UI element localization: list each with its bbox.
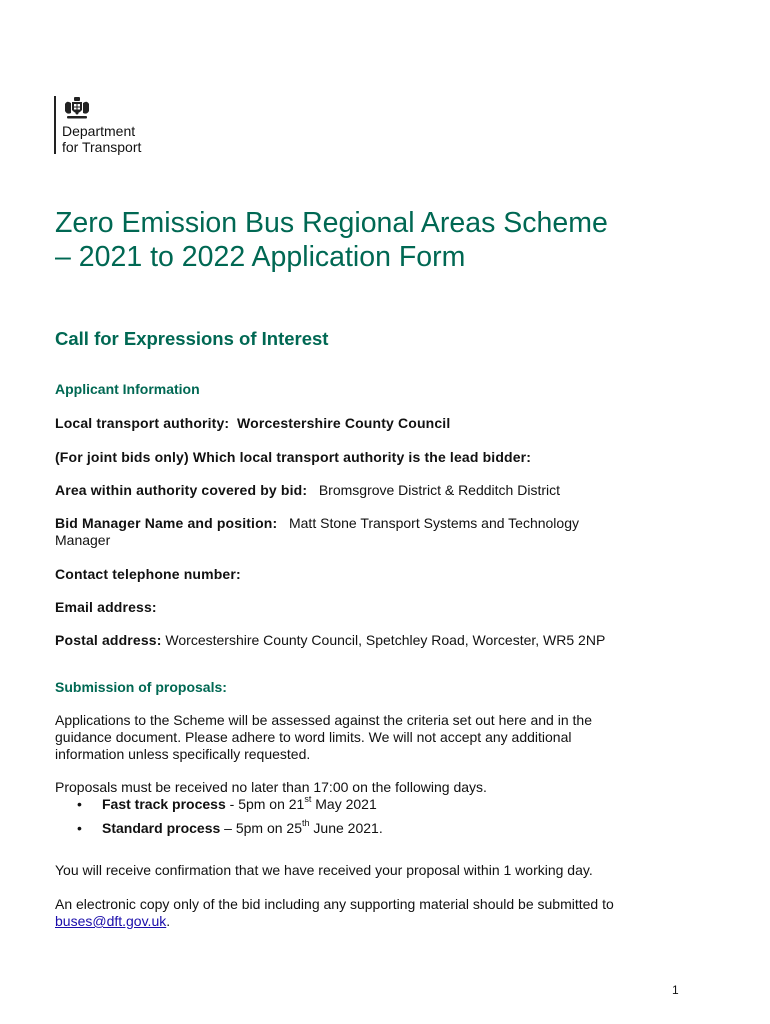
deadline-date-rest: June 2021. <box>309 820 383 836</box>
applicant-heading: Applicant Information <box>55 381 200 397</box>
authority-row <box>55 415 695 432</box>
submission-paragraph <box>55 712 695 763</box>
royal-coat-of-arms-icon <box>62 96 92 120</box>
bid-manager-label: Bid Manager Name and position: <box>55 515 278 531</box>
confirmation-text: You will receive confirmation that we have received your proposal within 1 working day. <box>55 862 593 878</box>
postal-label: Postal address: <box>55 632 162 648</box>
title-line-1: Zero Emission Bus Regional Areas Scheme <box>55 207 608 239</box>
document-subtitle: Call for Expressions of Interest <box>55 328 329 349</box>
date-suffix: th <box>302 818 310 829</box>
date-suffix: st <box>304 794 312 805</box>
deadline-date-rest: May 2021 <box>311 796 377 812</box>
document-title <box>55 206 695 274</box>
deadline-label: Fast track process <box>102 796 226 812</box>
deadline-separator: – <box>220 820 236 836</box>
joint-bid-row <box>55 449 695 466</box>
page-number: 1 <box>672 983 679 997</box>
email-label: Email address: <box>55 599 157 615</box>
bullet-icon: • <box>77 796 82 812</box>
list-item <box>55 796 383 820</box>
submission-heading: Submission of proposals: <box>55 679 227 695</box>
bullet-icon: • <box>77 820 82 836</box>
area-label: Area within authority covered by bid: <box>55 482 308 498</box>
area-value: Bromsgrove District & Redditch District <box>318 482 560 498</box>
list-item <box>55 820 383 844</box>
logo-divider <box>54 96 56 154</box>
bid-manager-value-line-1: Matt Stone Transport Systems and Technology <box>288 515 579 531</box>
deadline-label: Standard process <box>102 820 221 836</box>
postal-value: Worcestershire County Council, Spetchley Road, Worcester, WR5 2NP <box>165 632 606 648</box>
submission-email-link[interactable]: buses@dft.gov.uk <box>55 913 167 929</box>
joint-bid-label: (For joint bids only) Which local transport authority is the lead bidder: <box>55 449 532 465</box>
authority-label: Local transport authority: <box>55 415 230 431</box>
submission-line-1: Applications to the Scheme will be assessed against the criteria set out here and in the <box>55 712 592 728</box>
submission-line-2: guidance document. Please adhere to word limits. We will not accept any additional <box>55 729 572 745</box>
deadline-date: 5pm on 25 <box>235 820 303 836</box>
area-row <box>55 482 695 499</box>
organisation-name <box>62 123 141 155</box>
electronic-copy-line-1: An electronic copy only of the bid including any supporting material should be submitted to <box>55 896 614 912</box>
postal-row <box>55 632 695 649</box>
email-row <box>55 599 695 616</box>
phone-row <box>55 566 695 583</box>
email-trailing: . <box>166 913 171 929</box>
submission-line-3: information unless specifically requested. <box>55 746 311 762</box>
bid-manager-value-line-2: Manager <box>55 532 111 548</box>
deadline-separator: - <box>225 796 239 812</box>
organisation-line-1: Department <box>62 123 136 139</box>
deadline-list <box>55 796 383 844</box>
electronic-copy-text <box>55 896 695 930</box>
deadline-date: 5pm on 21 <box>238 796 305 812</box>
organisation-line-2: for Transport <box>62 139 142 155</box>
title-line-2: – 2021 to 2022 Application Form <box>55 241 466 273</box>
bid-manager-row <box>55 515 695 549</box>
authority-value: Worcestershire County Council <box>237 415 451 431</box>
phone-label: Contact telephone number: <box>55 566 241 582</box>
deadline-intro: Proposals must be received no later than 17:00 on the following days. <box>55 779 487 795</box>
